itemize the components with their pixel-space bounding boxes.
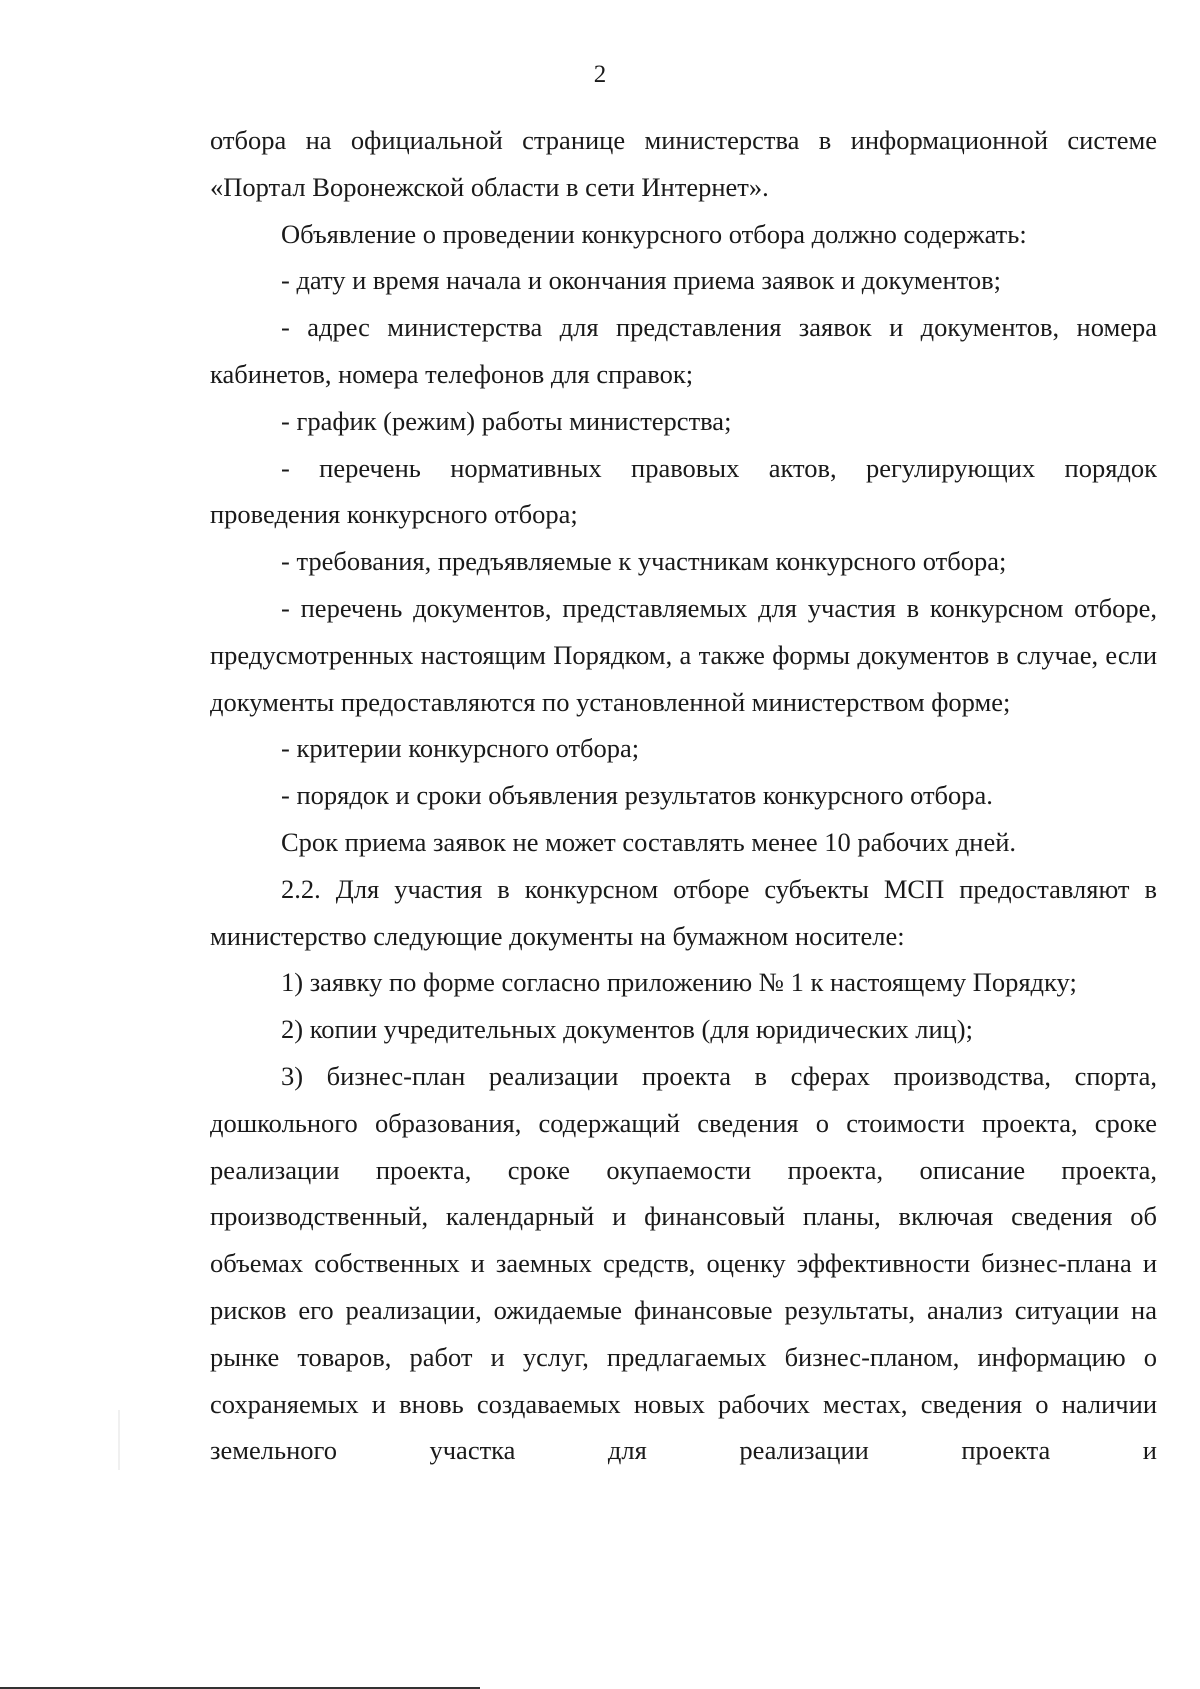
list-item-requirements: - требования, предъявляемые к участникам конкурсного отбора; <box>281 546 1007 577</box>
list-item-results: - порядок и сроки объявления результатов конкурсного отбора. <box>281 780 993 811</box>
page-number: 2 <box>593 61 607 88</box>
list-item-business-plan: 3) бизнес-план реализации проекта в сферах производства, спорта, дошкольного образования, содержащий сведения о стоимости проекта, сроке реализации проекта, сроке окупаемости проекта, описание проекта, производственный, календарный и финансовый планы, включая сведения об объемах собственных и заемных средств, оценку эффективности бизнес-плана и рисков его реализации, ожидаемые финансовые результаты, анализ ситуации на рынке товаров, работ и услуг, предлагаемых бизнес-планом, информацию о сохраняемых и вновь создаваемых новых рабочих местах, сведения о наличии земельного участка для реализации проекта и <box>210 1060 1157 1466</box>
paragraph-deadline: Срок приема заявок не может составлять менее 10 рабочих дней. <box>281 826 1017 857</box>
list-item-founding-docs: 2) копии учредительных документов (для юридических лиц); <box>281 1014 973 1045</box>
list-item-criteria: - критерии конкурсного отбора; <box>281 733 640 764</box>
list-item-address: - адрес министерства для представления заявок и документов, номера кабинетов, номера телефонов для справок; <box>210 312 1157 389</box>
list-item-application: 1) заявку по форме согласно приложению № 1 к настоящему Порядку; <box>281 967 1077 998</box>
paragraph-section-2-2: 2.2. Для участия в конкурсном отборе субъекты МСП предоставляют в министерство следующие документы на бумажном носителе: <box>210 873 1157 951</box>
document-body <box>210 117 1157 1474</box>
paragraph-announcement-intro: Объявление о проведении конкурсного отбора должно содержать: <box>281 218 1027 249</box>
paragraph-continuation: отбора на официальной странице министерства в информационной системе «Портал Воронежской области в сети Интернет». <box>210 125 1157 202</box>
list-item-dates: - дату и время начала и окончания приема заявок и документов; <box>281 265 1001 296</box>
list-item-documents: - перечень документов, представляемых для участия в конкурсном отборе, предусмотренных настоящим Порядком, а также формы документов в случае, если документы предоставляются по установленной министерством форме; <box>210 592 1157 717</box>
list-item-schedule: - график (режим) работы министерства; <box>281 405 732 436</box>
scan-artifact-mark <box>118 1410 120 1470</box>
list-item-legal-acts: - перечень нормативных правовых актов, регулирующих порядок проведения конкурсного отбора; <box>210 452 1157 530</box>
